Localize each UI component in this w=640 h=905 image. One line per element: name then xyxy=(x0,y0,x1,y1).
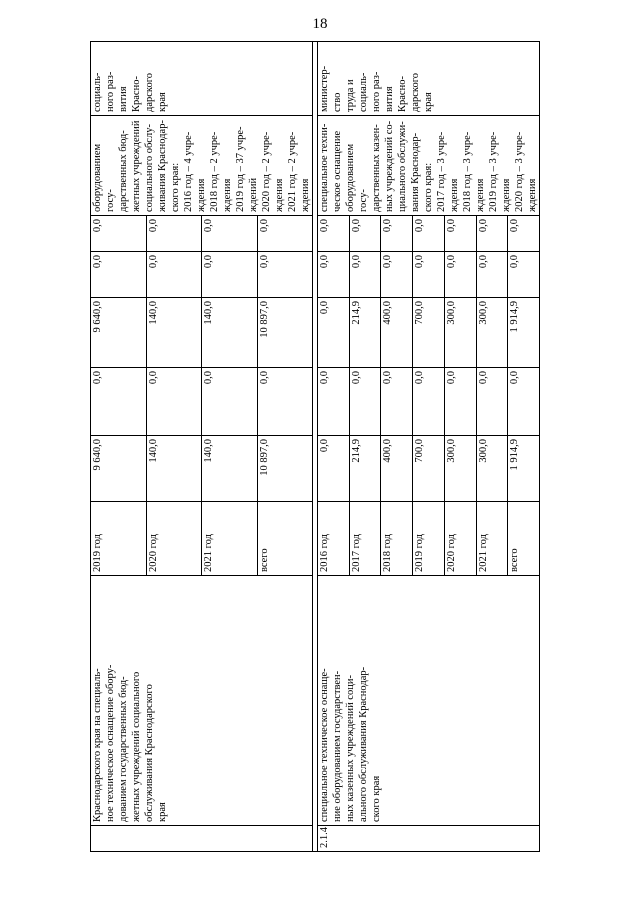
period-cell: всего xyxy=(257,502,313,576)
amount-cell: 0,0 xyxy=(257,216,313,252)
period-cell: 2020 год xyxy=(146,502,202,576)
amount-cell: 140,0 xyxy=(146,298,202,368)
period-cell: 2020 год xyxy=(444,502,476,576)
amount-cell: 0,0 xyxy=(444,252,476,298)
amount-cell: 700,0 xyxy=(413,436,445,502)
amount-cell: 0,0 xyxy=(413,252,445,298)
amount-cell: 0,0 xyxy=(318,436,350,502)
amount-cell: 0,0 xyxy=(349,252,381,298)
amount-cell: 140,0 xyxy=(202,436,258,502)
table-body xyxy=(91,42,540,852)
amount-cell: 140,0 xyxy=(146,436,202,502)
amount-cell: 0,0 xyxy=(318,252,350,298)
amount-cell: 0,0 xyxy=(508,252,540,298)
amount-cell: 0,0 xyxy=(381,216,413,252)
amount-cell: 1 914,9 xyxy=(508,436,540,502)
period-cell: 2018 год xyxy=(381,502,413,576)
item-name: Краснодарского края на специаль- ное техническое оснащение обору- дованием государственных бюд- жетных учреждений социального обслуживания Краснодарского края xyxy=(91,576,313,826)
period-cell: 2016 год xyxy=(318,502,350,576)
item-number: 2.1.4 xyxy=(318,826,540,852)
amount-cell: 400,0 xyxy=(381,298,413,368)
amount-cell: 0,0 xyxy=(146,252,202,298)
amount-cell: 9 640,0 xyxy=(91,298,147,368)
table-row xyxy=(318,42,350,852)
item-name: специальное техническое оснаще- ние оборудованием государствен- ных казенных учреждений соци- ального обслуживания Краснодар- ского края xyxy=(318,576,540,826)
amount-cell: 0,0 xyxy=(202,252,258,298)
amount-cell: 0,0 xyxy=(476,216,508,252)
amount-cell: 400,0 xyxy=(381,436,413,502)
amount-cell: 0,0 xyxy=(91,368,147,436)
amount-cell: 0,0 xyxy=(318,298,350,368)
amount-cell: 0,0 xyxy=(349,216,381,252)
amount-cell: 0,0 xyxy=(202,368,258,436)
amount-cell: 300,0 xyxy=(476,436,508,502)
amount-cell: 0,0 xyxy=(146,216,202,252)
amount-cell: 300,0 xyxy=(476,298,508,368)
amount-cell: 0,0 xyxy=(257,368,313,436)
amount-cell: 1 914,9 xyxy=(508,298,540,368)
page-number: 18 xyxy=(312,16,328,32)
program-table xyxy=(90,41,540,852)
item-number xyxy=(91,826,313,852)
amount-cell: 140,0 xyxy=(202,298,258,368)
amount-cell: 300,0 xyxy=(444,436,476,502)
amount-cell: 0,0 xyxy=(381,368,413,436)
amount-cell: 0,0 xyxy=(146,368,202,436)
amount-cell: 0,0 xyxy=(381,252,413,298)
amount-cell: 0,0 xyxy=(91,216,147,252)
amount-cell: 214,9 xyxy=(349,436,381,502)
period-cell: 2019 год xyxy=(413,502,445,576)
amount-cell: 0,0 xyxy=(508,368,540,436)
amount-cell: 0,0 xyxy=(413,368,445,436)
amount-cell: 0,0 xyxy=(349,368,381,436)
amount-cell: 10 897,0 xyxy=(257,436,313,502)
amount-cell: 0,0 xyxy=(257,252,313,298)
amount-cell: 0,0 xyxy=(413,216,445,252)
period-cell: 2017 год xyxy=(349,502,381,576)
amount-cell: 0,0 xyxy=(318,368,350,436)
amount-cell: 0,0 xyxy=(318,216,350,252)
amount-cell: 0,0 xyxy=(444,368,476,436)
amount-cell: 9 640,0 xyxy=(91,436,147,502)
amount-cell: 0,0 xyxy=(508,216,540,252)
amount-cell: 0,0 xyxy=(476,252,508,298)
result-cell: оборудованием госу- дарственных бюд- жетных учреждений социального обслу- живания Краснодар- ского края: 2016 год – 4 учре- ждения 2018 год – 2 учре- ждения 2019 год – 37 учре- ждений 2020 год – 2 учре- ждения 2021 год – 2 учре- ждения xyxy=(91,116,313,216)
rotated-table-wrapper xyxy=(90,42,600,852)
period-cell: 2019 год xyxy=(91,502,147,576)
amount-cell: 0,0 xyxy=(202,216,258,252)
amount-cell: 10 897,0 xyxy=(257,298,313,368)
period-cell: 2021 год xyxy=(202,502,258,576)
result-cell: специальное техни- ческое оснащение оборудованием госу- дарственных казен- ных учреждений со- циального обслужи- вания Краснодар- ского края: 2017 год – 3 учре- ждения 2018 год – 3 учре- ждения 2019 год – 3 учре- ждения 2020 год – 3 учре- ждения xyxy=(318,116,540,216)
amount-cell: 0,0 xyxy=(91,252,147,298)
period-cell: 2021 год xyxy=(476,502,508,576)
executor-cell: социаль- ного раз- вития Красно- дарского края xyxy=(91,42,313,116)
amount-cell: 0,0 xyxy=(444,216,476,252)
amount-cell: 700,0 xyxy=(413,298,445,368)
amount-cell: 0,0 xyxy=(476,368,508,436)
period-cell: всего xyxy=(508,502,540,576)
amount-cell: 214,9 xyxy=(349,298,381,368)
amount-cell: 300,0 xyxy=(444,298,476,368)
executor-cell: министер- ство труда и социаль- ного раз- вития Красно- дарского края xyxy=(318,42,540,116)
table-row xyxy=(91,42,147,852)
